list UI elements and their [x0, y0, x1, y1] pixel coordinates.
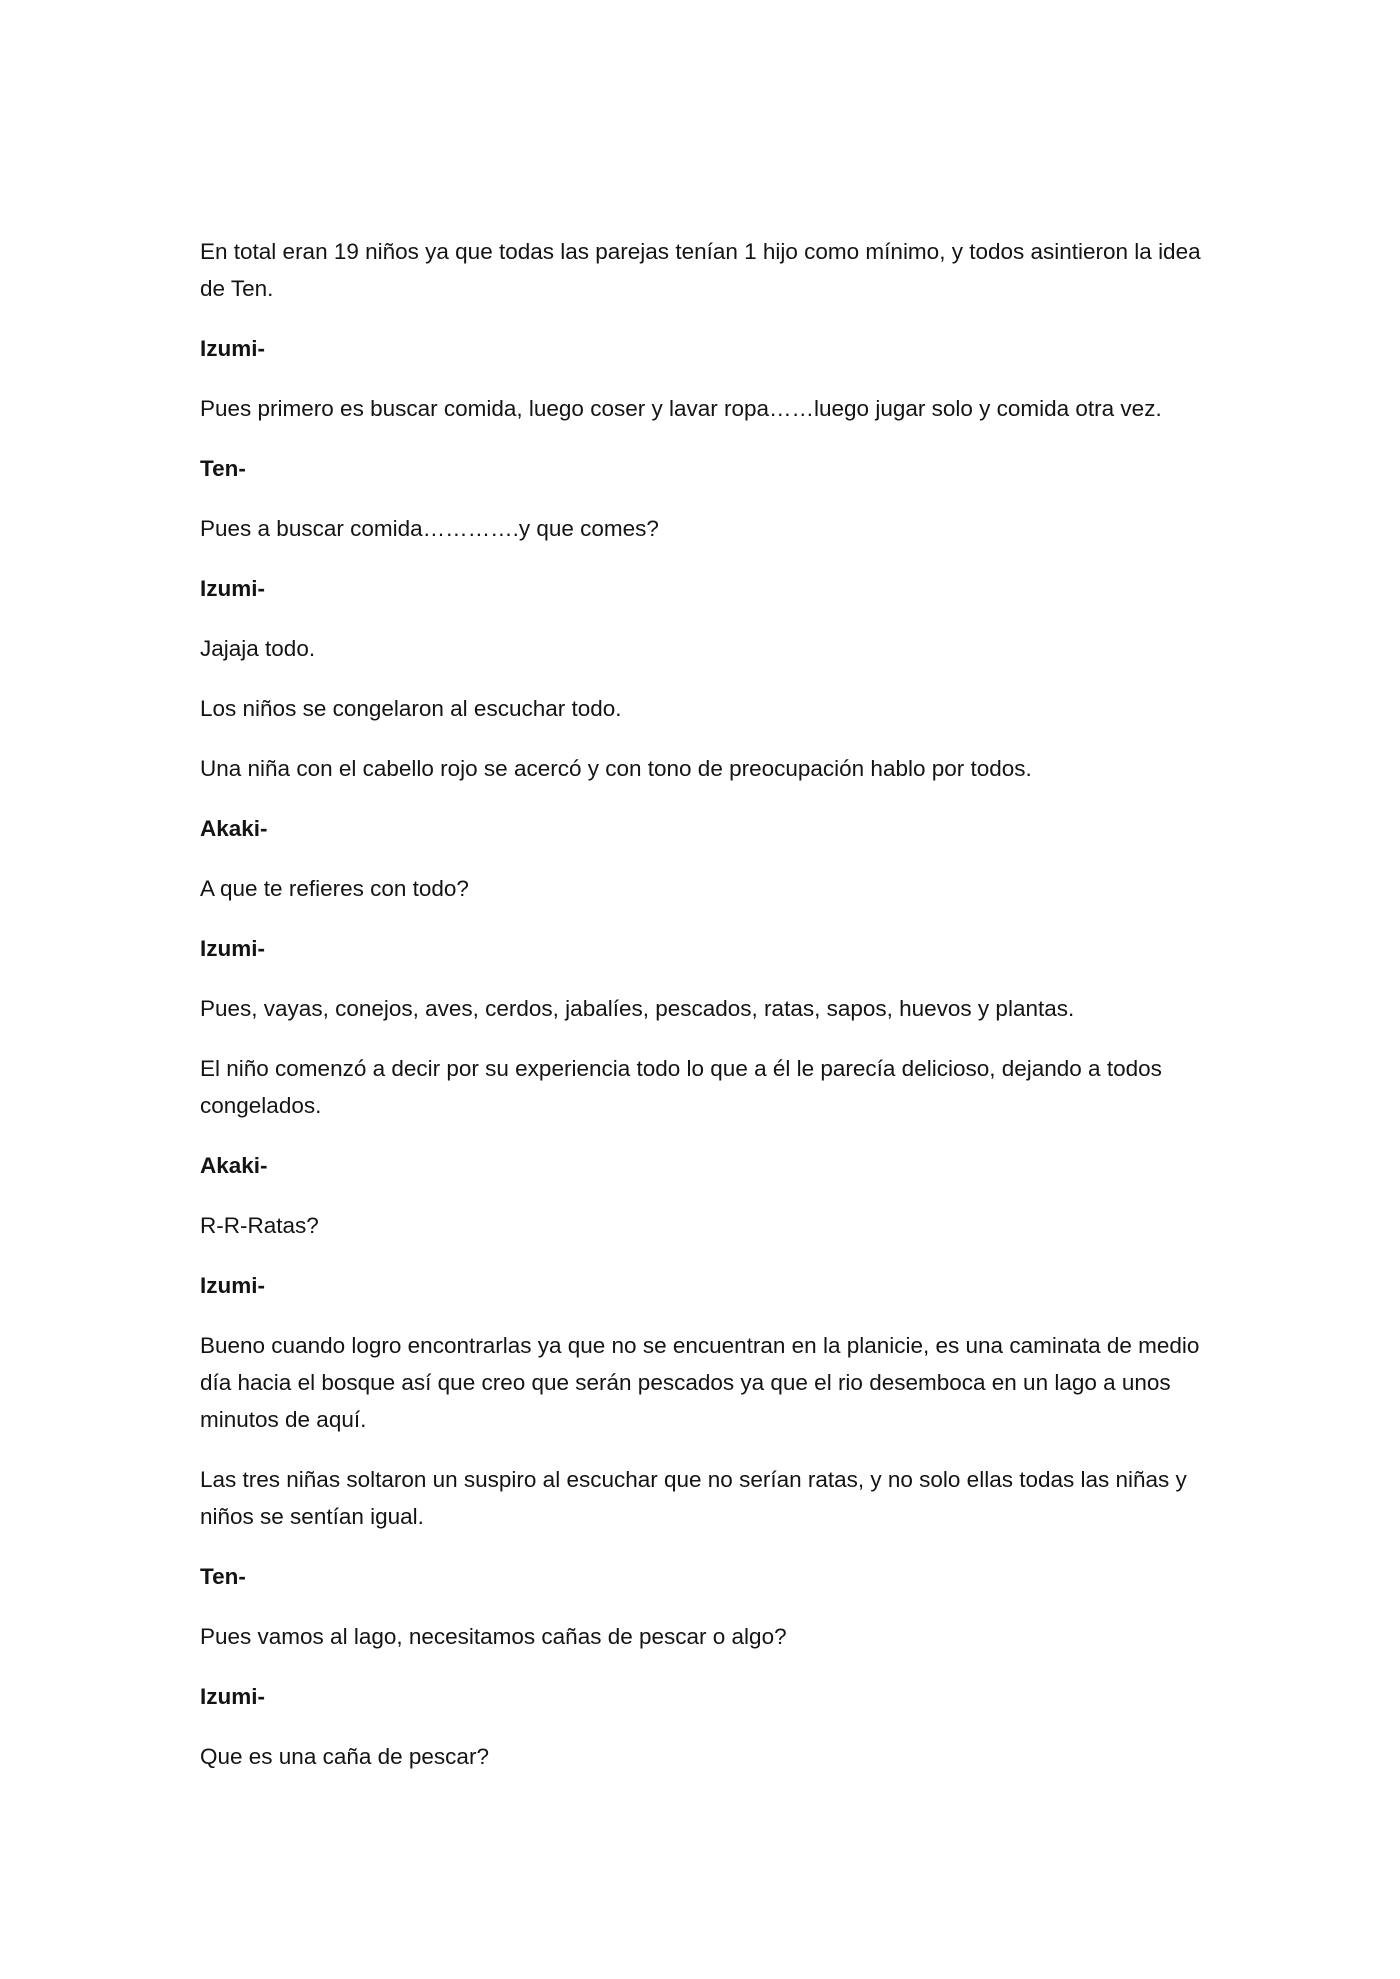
speaker-label: Akaki-: [200, 1153, 268, 1178]
speaker-label: Izumi-: [200, 576, 265, 601]
speaker-label: Izumi-: [200, 1684, 265, 1709]
dialogue-line: Pues primero es buscar comida, luego coser y lavar ropa……luego jugar solo y comida otra vez.: [200, 396, 1162, 421]
speaker-label: Izumi-: [200, 336, 265, 361]
dialogue-line: R-R-Ratas?: [200, 1213, 319, 1238]
narration-paragraph: Los niños se congelaron al escuchar todo.: [200, 696, 622, 721]
narration-paragraph: En total eran 19 niños ya que todas las parejas tenían 1 hijo como mínimo, y todos asintieron la idea de Ten.: [200, 239, 1201, 301]
narration-paragraph: Las tres niñas soltaron un suspiro al escuchar que no serían ratas, y no solo ellas todas las niñas y niños se sentían igual.: [200, 1467, 1187, 1529]
narration-paragraph: El niño comenzó a decir por su experiencia todo lo que a él le parecía delicioso, dejando a todos congelados.: [200, 1056, 1162, 1118]
speaker-label: Akaki-: [200, 816, 268, 841]
dialogue-line: Pues, vayas, conejos, aves, cerdos, jabalíes, pescados, ratas, sapos, huevos y plantas.: [200, 996, 1075, 1021]
dialogue-line: Que es una caña de pescar?: [200, 1744, 489, 1769]
dialogue-line: Jajaja todo.: [200, 636, 316, 661]
dialogue-line: Pues vamos al lago, necesitamos cañas de pescar o algo?: [200, 1624, 787, 1649]
narration-paragraph: Una niña con el cabello rojo se acercó y con tono de preocupación hablo por todos.: [200, 756, 1032, 781]
speaker-label: Ten-: [200, 1564, 246, 1589]
dialogue-line: Bueno cuando logro encontrarlas ya que no se encuentran en la planicie, es una caminata de medio día hacia el bosque así que creo que serán pescados ya que el rio desemboca en un lago a unos minutos de aquí.: [200, 1333, 1200, 1432]
dialogue-line: Pues a buscar comida………….y que comes?: [200, 516, 659, 541]
speaker-label: Izumi-: [200, 936, 265, 961]
speaker-label: Izumi-: [200, 1273, 265, 1298]
speaker-label: Ten-: [200, 456, 246, 481]
dialogue-line: A que te refieres con todo?: [200, 876, 469, 901]
document-body: [200, 233, 1210, 1798]
